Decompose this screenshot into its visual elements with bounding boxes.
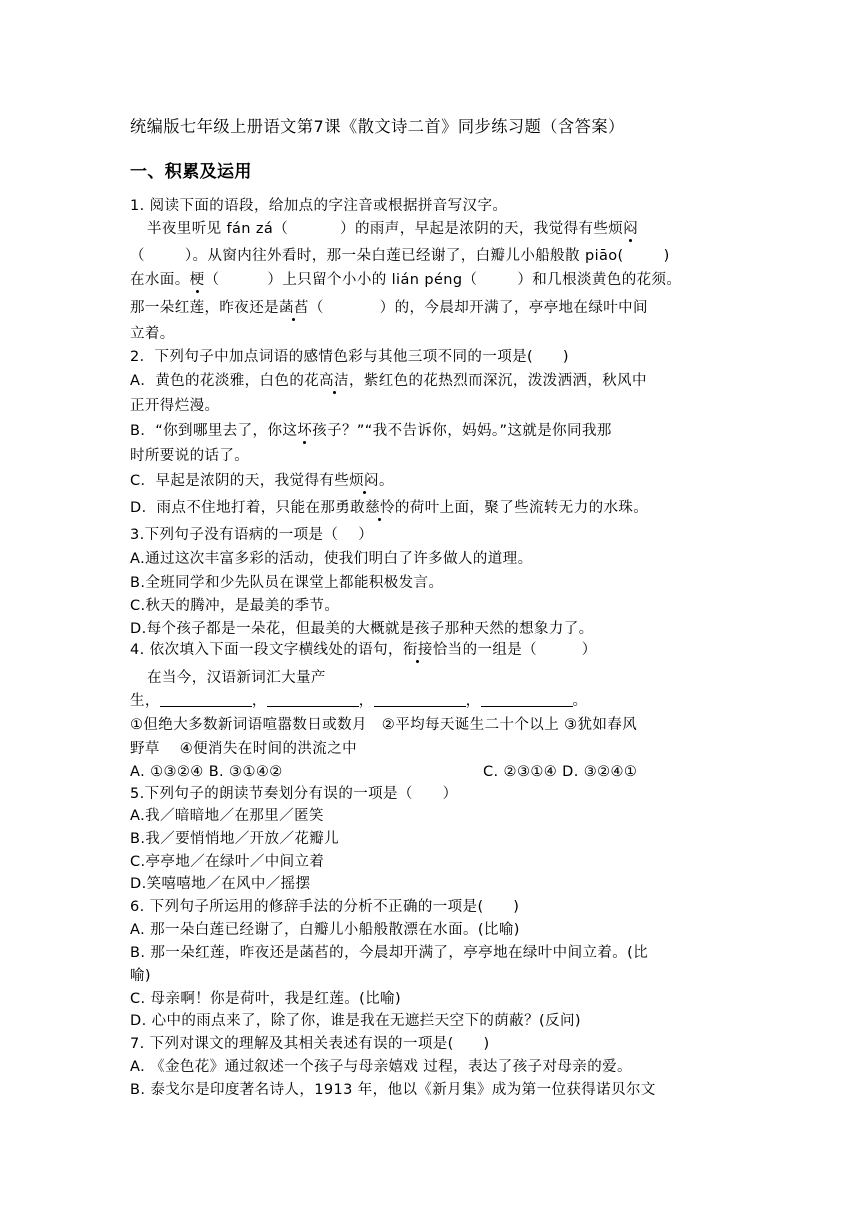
q1-passage-line: 立着。: [130, 326, 175, 342]
q7-stem: 7. 下列对课文的理解及其相关表述有误的一项是( ): [130, 1036, 490, 1052]
answer-blank: [160, 692, 252, 707]
q1-passage-line: 在水面。梗（ ）上只留个小小的 lián péng（ ）和几根淡黄色的花须。: [130, 272, 682, 288]
q2-option-b: B．“你到哪里去了，你这坏孩子？”“我不告诉你，妈妈。”这就是你同我那: [130, 423, 612, 439]
doc-title: 统编版七年级上册语文第7课《散文诗二首》同步练习题（含答案）: [130, 117, 625, 136]
q3-option-a: A.通过这次丰富多彩的活动，使我们明白了许多做人的道理。: [130, 551, 533, 567]
q6-option-a: A. 那一朵白莲已经谢了，白瓣儿小船般散漂在水面。(比喻): [130, 922, 520, 938]
dotted-char: 菡萏: [279, 300, 309, 316]
q4-choices-cd: C. ②③①④ D. ③②④①: [483, 764, 638, 780]
q4-stem: 4. 依次填入下面一段文字横线处的语句，衔接恰当的一组是（ ）: [130, 642, 597, 658]
q6-option-b-cont: 喻): [130, 968, 151, 984]
q1-passage-line: 半夜里听见 fán zá（ ）的雨声，早起是浓阴的天，我觉得有些烦闷: [147, 221, 639, 237]
q7-option-a: A. 《金色花》通过叙述一个孩子与母亲嬉戏 过程，表达了孩子对母亲的爱。: [130, 1059, 632, 1075]
q4-options-cont: 野草 ④便消失在时间的洪流之中: [130, 741, 358, 757]
q5-option-b: B.我／要悄悄地／开放／花瓣儿: [130, 831, 340, 847]
q4-options: ①但绝大多数新词语喧嚣数日或数月 ②平均每天诞生二十个以上 ③犹如春风: [130, 717, 638, 733]
q6-option-d: D. 心中的雨点来了，除了你，谁是我在无遮拦天空下的荫蔽？(反问): [130, 1013, 581, 1029]
q3-option-b: B.全班同学和少先队员在课堂上都能积极发言。: [130, 575, 444, 591]
q7-option-b: B. 泰戈尔是印度著名诗人，1913 年，他以《新月集》成为第一位获得诺贝尔文: [130, 1082, 656, 1098]
q6-option-c: C. 母亲啊！你是荷叶，我是红莲。(比喻): [130, 991, 402, 1007]
q4-blanks-line: 生， ， ， ， 。: [130, 693, 588, 709]
dotted-char: 闷: [623, 221, 639, 237]
q5-option-a: A.我／暗暗地／在那里／匿笑: [130, 808, 324, 824]
q5-stem: 5.下列句子的朗读节奏划分有误的一项是（ ）: [130, 786, 458, 802]
q4-passage: 在当今，汉语新词汇大量产: [147, 670, 326, 686]
dotted-word: 烦闷: [349, 473, 379, 489]
q1-stem: 1. 阅读下面的语段，给加点的字注音或根据拼音写汉字。: [130, 198, 508, 214]
q2-option-d: D．雨点不住地打着，只能在那勇敢慈怜的荷叶上面，聚了些流转无力的水珠。: [130, 500, 649, 516]
q2-option-b-cont: 时所要说的话了。: [130, 448, 250, 464]
dotted-char: 梗: [189, 272, 205, 288]
dotted-word: 慈怜: [365, 500, 395, 516]
dotted-word: 衔接: [402, 642, 433, 658]
q1-passage-line: （ ）。从窗内往外看时，那一朵白莲已经谢了，白瓣儿小船般散 piāo( ): [130, 248, 670, 264]
q2-option-a-cont: 正开得烂漫。: [130, 398, 220, 414]
q6-stem: 6. 下列句子所运用的修辞手法的分析不正确的一项是( ): [130, 899, 520, 915]
q3-option-d: D.每个孩子都是一朵花，但最美的大概就是孩子那种天然的想象力了。: [130, 621, 594, 637]
answer-blank: [267, 692, 359, 707]
answer-blank: [481, 692, 573, 707]
q1-passage-line: 那一朵红莲，昨夜还是菡萏（ ）的，今晨却开满了，亭亭地在绿叶中间: [130, 300, 648, 316]
q2-stem: 2．下列句子中加点词语的感情色彩与其他三项不同的一项是( ): [130, 349, 569, 365]
q5-option-d: D.笑嘻嘻地／在风中／摇摆: [130, 876, 311, 892]
q3-stem: 3.下列句子没有语病的一项是（ ）: [130, 527, 374, 543]
section-heading: 一、积累及运用: [130, 162, 252, 182]
q2-option-c: C．早起是浓阴的天，我觉得有些烦闷。: [130, 473, 394, 489]
q3-option-c: C.秋天的腾冲，是最美的季节。: [130, 598, 340, 614]
q4-choices-ab: A. ①③②④ B. ③①④②: [130, 764, 283, 780]
dotted-word: 高洁: [319, 373, 349, 389]
q2-option-a: A．黄色的花淡雅，白色的花高洁，紫红色的花热烈而深沉，泼泼洒洒，秋风中: [130, 373, 647, 389]
dotted-word: 坏: [297, 423, 313, 439]
q6-option-b: B. 那一朵红莲，昨夜还是菡萏的，今晨却开满了，亭亭地在绿叶中间立着。(比: [130, 945, 649, 961]
q5-option-c: C.亭亭地／在绿叶／中间立着: [130, 854, 325, 870]
answer-blank: [374, 692, 466, 707]
